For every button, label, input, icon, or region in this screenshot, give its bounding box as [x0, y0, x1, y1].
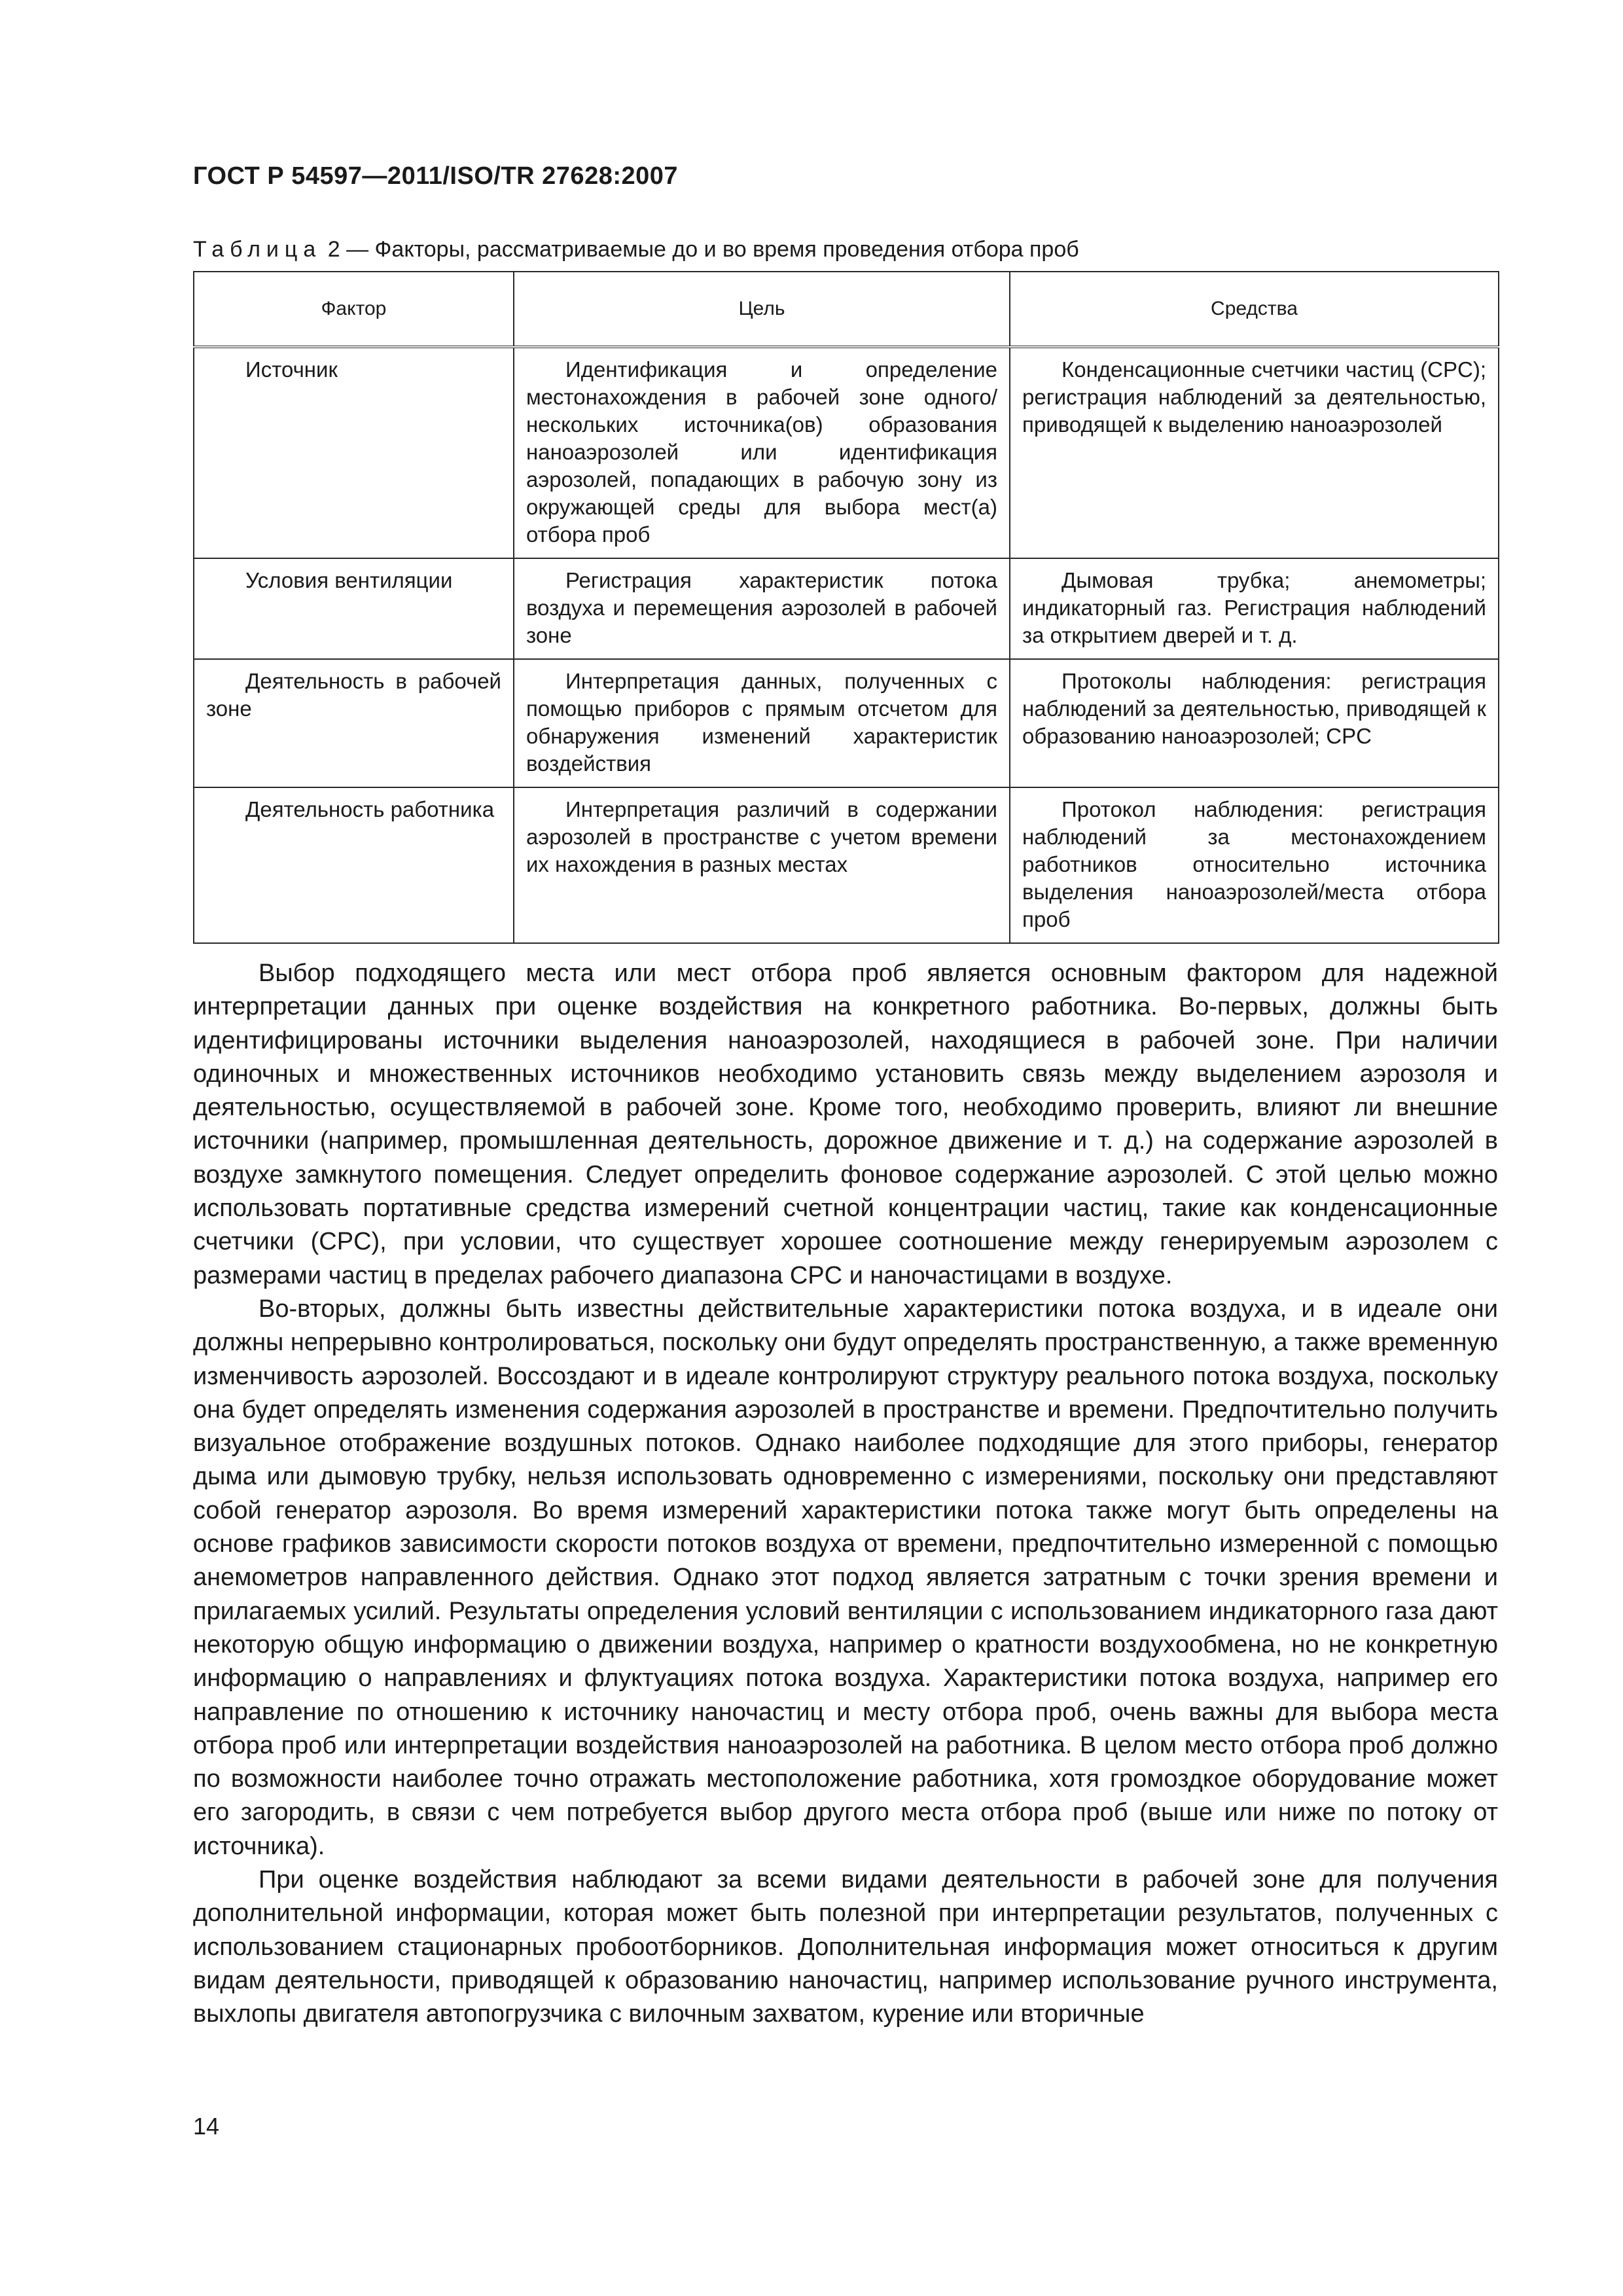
means-cell	[1010, 558, 1499, 659]
table-row	[194, 787, 1499, 943]
table-row	[194, 659, 1499, 787]
means-text: Конденсационные счетчики частиц (CPC); регистрация наблюдений за деятельностью, приводящей к выделению наноаэрозолей	[1022, 357, 1486, 437]
means-cell	[1010, 787, 1499, 943]
goal-text: Идентификация и определение местонахождения в рабочей зоне одного/нескольких источника(ов) образования наноаэрозолей или идентификация аэрозолей, попадающих в рабочую зону из окружающей среды для выбора мест(а) отбора проб	[526, 357, 997, 547]
means-cell	[1010, 347, 1499, 558]
goal-text: Интерпретация различий в содержании аэрозолей в пространстве с учетом времени их нахождения в разных местах	[526, 797, 997, 876]
table-row	[194, 347, 1499, 558]
column-header-factor: Фактор	[194, 272, 514, 347]
table-header-row	[194, 272, 1499, 347]
table-caption-title: 2 — Факторы, рассматриваемые до и во время проведения отбора проб	[321, 237, 1079, 262]
factor-text: Условия вентиляции	[245, 568, 453, 592]
means-cell	[1010, 659, 1499, 787]
goal-text: Интерпретация данных, полученных с помощью приборов с прямым отсчетом для обнаружения изменений характеристик воздействия	[526, 669, 997, 776]
body-text	[193, 957, 1498, 2032]
factor-cell	[194, 659, 514, 787]
goal-text: Регистрация характеристик потока воздуха и перемещения аэрозолей в рабочей зоне	[526, 568, 997, 647]
factor-text: Деятельность работника	[245, 797, 495, 821]
goal-cell	[514, 347, 1010, 558]
paragraph: При оценке воздействия наблюдают за всеми видами деятельности в рабочей зоне для получения дополнительной информации, которая может быть полезной при интерпретации результатов, полученных с использованием стационарных пробоотборников. Дополнительная информация может относиться к другим видам деятельности, приводящей к образованию наночастиц, например использование ручного инструмента, выхлопы двигателя автопогрузчика с вилочным захватом, курение или вторичные	[193, 1866, 1498, 2028]
factor-cell	[194, 787, 514, 943]
factor-cell	[194, 558, 514, 659]
table-caption-label: Таблица	[193, 237, 322, 262]
goal-cell	[514, 558, 1010, 659]
means-text: Протокол наблюдения: регистрация наблюдений за местонахождением работников относительно источника выделения наноаэрозолей/места отбора проб	[1022, 797, 1486, 931]
factor-cell	[194, 347, 514, 558]
means-text: Дымовая трубка; анемометры; индикаторный газ. Регистрация наблюдений за открытием дверей и т. д.	[1022, 568, 1486, 647]
goal-cell	[514, 659, 1010, 787]
factor-text: Источник	[245, 357, 338, 382]
column-header-goal: Цель	[514, 272, 1010, 347]
page-number: 14	[193, 2113, 220, 2140]
factor-text: Деятельность в рабочей зоне	[206, 669, 501, 721]
goal-cell	[514, 787, 1010, 943]
factors-table	[193, 271, 1499, 944]
table-row	[194, 558, 1499, 659]
column-header-means: Средства	[1010, 272, 1499, 347]
document-code-header: ГОСТ Р 54597—2011/ISO/TR 27628:2007	[193, 162, 679, 190]
table-caption	[193, 237, 1079, 262]
paragraph: Выбор подходящего места или мест отбора проб является основным фактором для надежной интерпретации данных при оценке воздействия на конкретного работника. Во-первых, должны быть идентифицированы источники выделения наноаэрозолей, находящиеся в рабочей зоне. При наличии одиночных и множественных источников необходимо установить связь между выделением аэрозоля и деятельностью, осуществляемой в рабочей зоне. Кроме того, необходимо проверить, влияют ли внешние источники (например, промышленная деятельность, дорожное движение и т. д.) на содержание аэрозолей в воздухе замкнутого помещения. Следует определить фоновое содержание аэрозолей. С этой целью можно использовать портативные средства измерений счетной концентрации частиц, такие как конденсационные счетчики (CPC), при условии, что существует хорошее соотношение между генерируемым аэрозолем с размерами частиц в пределах рабочего диапазона CPC и наночастицами в воздухе.	[193, 960, 1498, 1289]
paragraph: Во-вторых, должны быть известны действительные характеристики потока воздуха, и в идеале они должны непрерывно контролироваться, поскольку они будут определять пространственную, а также временную изменчивость аэрозолей. Воссоздают и в идеале контролируют структуру реального потока воздуха, поскольку она будет определять изменения содержания аэрозолей в пространстве и времени. Предпочтительно получить визуальное отображение воздушных потоков. Однако наиболее подходящие для этого приборы, генератор дыма или дымовую трубку, нельзя использовать одновременно с измерениями, поскольку они представляют собой генератор аэрозоля. Во время измерений характеристики потока также могут быть определены на основе графиков зависимости скорости потоков воздуха от времени, предпочтительно измеренной с помощью анемометров направленного действия. Однако этот подход является затратным с точки зрения времени и прилагаемых усилий. Результаты определения условий вентиляции с использованием индикаторного газа дают некоторую общую информацию о движении воздуха, например о кратности воздухообмена, но не конкретную информацию о направлениях и флуктуациях потока воздуха. Характеристики потока воздуха, например его направление по отношению к источнику наночастиц и месту отбора проб, очень важны для выбора места отбора проб или интерпретации воздействия наноаэрозолей на работника. В целом место отбора проб должно по возможности наиболее точно отражать местоположение работника, хотя громоздкое оборудование может его загородить, в связи с чем потребуется выбор другого места отбора проб (выше или ниже по потоку от источника).	[193, 1295, 1498, 1860]
means-text: Протоколы наблюдения: регистрация наблюдений за деятельностью, приводящей к образованию наноаэрозолей; CPC	[1022, 669, 1486, 748]
